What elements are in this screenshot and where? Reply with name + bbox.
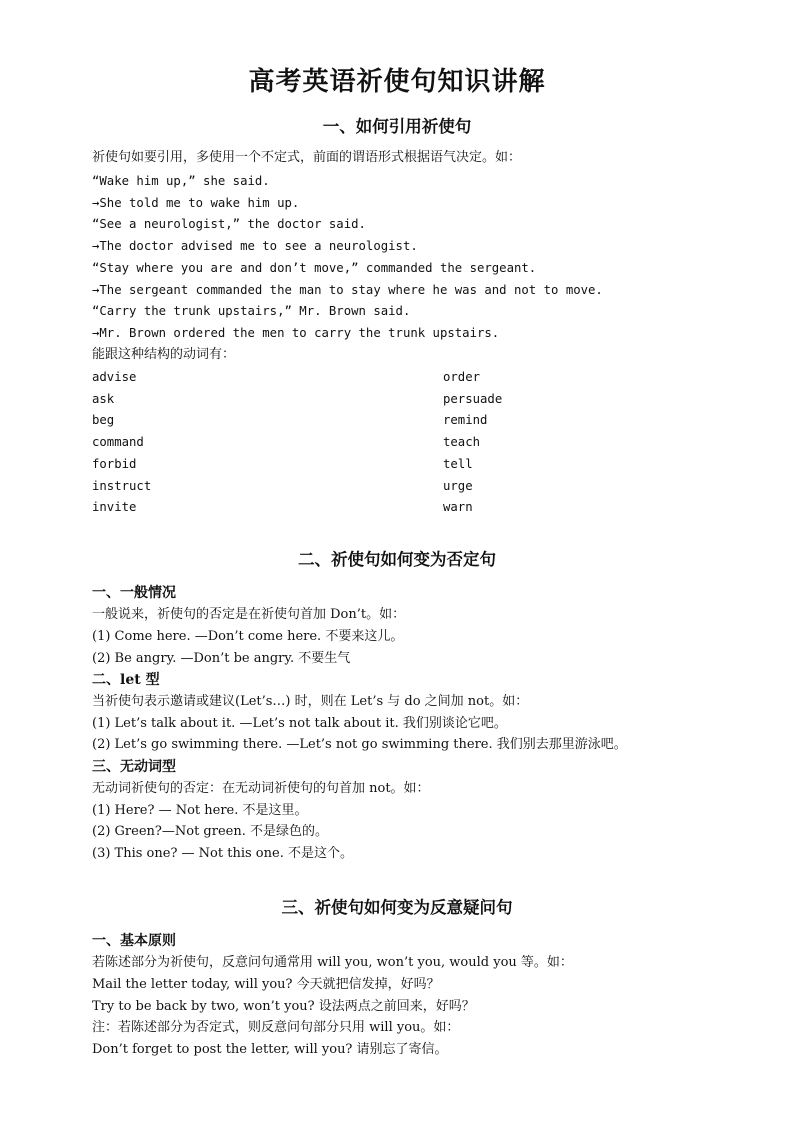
example-item: (1) Come here. —Don’t come here. 不要来这儿。 (92, 629, 404, 644)
verb-item: ask (92, 392, 115, 406)
text-line: 注：若陈述部分为否定式，则反意问句部分只用 will you。如： (92, 1020, 460, 1035)
example-line: →The sergeant commanded the man to stay where he was and not to move. (92, 283, 603, 297)
example-line: →Mr. Brown ordered the men to carry the trunk upstairs. (92, 326, 500, 340)
section3-heading: 三、祈使句如何变为反意疑问句 (281, 898, 513, 917)
verb-item: forbid (92, 457, 137, 471)
example-line: →The doctor advised me to see a neurologist. (92, 239, 418, 253)
subsection-heading: 一、一般情况 (92, 585, 176, 601)
example-line: “Wake him up,” she said. (92, 174, 270, 188)
section2-heading: 二、祈使句如何变为否定句 (298, 550, 496, 569)
verb-item: order (443, 370, 481, 384)
page-title: 高考英语祈使句知识讲解 (248, 67, 546, 97)
subsection-heading: 二、let 型 (92, 672, 160, 688)
verb-item: invite (92, 500, 137, 514)
verb-item: teach (443, 435, 481, 449)
subsection-intro: 一般说来，祈使句的否定是在祈使句首加 Don’t。如： (92, 607, 406, 622)
verb-item: tell (443, 457, 473, 471)
example-item: (2) Green?—Not green. 不是绿色的。 (92, 824, 328, 839)
verb-item: warn (443, 500, 473, 514)
verb-item: urge (443, 479, 473, 493)
subsection-intro: 无动词祈使句的否定：在无动词祈使句的句首加 not。如： (92, 781, 430, 796)
example-line: “Carry the trunk upstairs,” Mr. Brown said. (92, 304, 411, 318)
subsection-heading: 三、无动词型 (92, 759, 176, 775)
example-item: (1) Let’s talk about it. —Let’s not talk about it. 我们别谈论它吧。 (92, 716, 507, 731)
verb-item: beg (92, 413, 115, 427)
subsection-intro: 当祈使句表示邀请或建议(Let’s…) 时，则在 Let’s 与 do 之间加 not。如： (92, 694, 529, 709)
example-item: (1) Here? — Not here. 不是这里。 (92, 803, 308, 818)
verb-item: advise (92, 370, 137, 384)
section1-intro: 祈使句如要引用，多使用一个不定式，前面的谓语形式根据语气决定。如： (92, 150, 522, 165)
text-line: Mail the letter today, will you? 今天就把信发掉，好吗？ (92, 977, 440, 992)
example-line: “See a neurologist,” the doctor said. (92, 217, 366, 231)
text-line: Try to be back by two, won’t you? 设法两点之前回来，好吗？ (92, 999, 475, 1014)
text-line: 若陈述部分为祈使句，反意问句通常用 will you, won’t you, would you 等。如： (92, 955, 573, 970)
verbs-intro: 能跟这种结构的动词有： (92, 347, 236, 362)
example-item: (3) This one? — Not this one. 不是这个。 (92, 846, 353, 861)
subsection-heading: 一、基本原则 (92, 933, 176, 949)
verb-item: persuade (443, 392, 503, 406)
section1-heading: 一、如何引用祈使句 (322, 117, 472, 136)
example-item: (2) Let’s go swimming there. —Let’s not go swimming there. 我们别去那里游泳吧。 (92, 737, 627, 752)
verb-item: remind (443, 413, 488, 427)
example-line: “Stay where you are and don’t move,” commanded the sergeant. (92, 261, 537, 275)
verb-item: command (92, 435, 144, 449)
example-line: →She told me to wake him up. (92, 196, 300, 210)
verb-item: instruct (92, 479, 152, 493)
text-line: Don’t forget to post the letter, will you? 请别忘了寄信。 (92, 1042, 448, 1057)
example-item: (2) Be angry. —Don’t be angry. 不要生气 (92, 651, 351, 666)
